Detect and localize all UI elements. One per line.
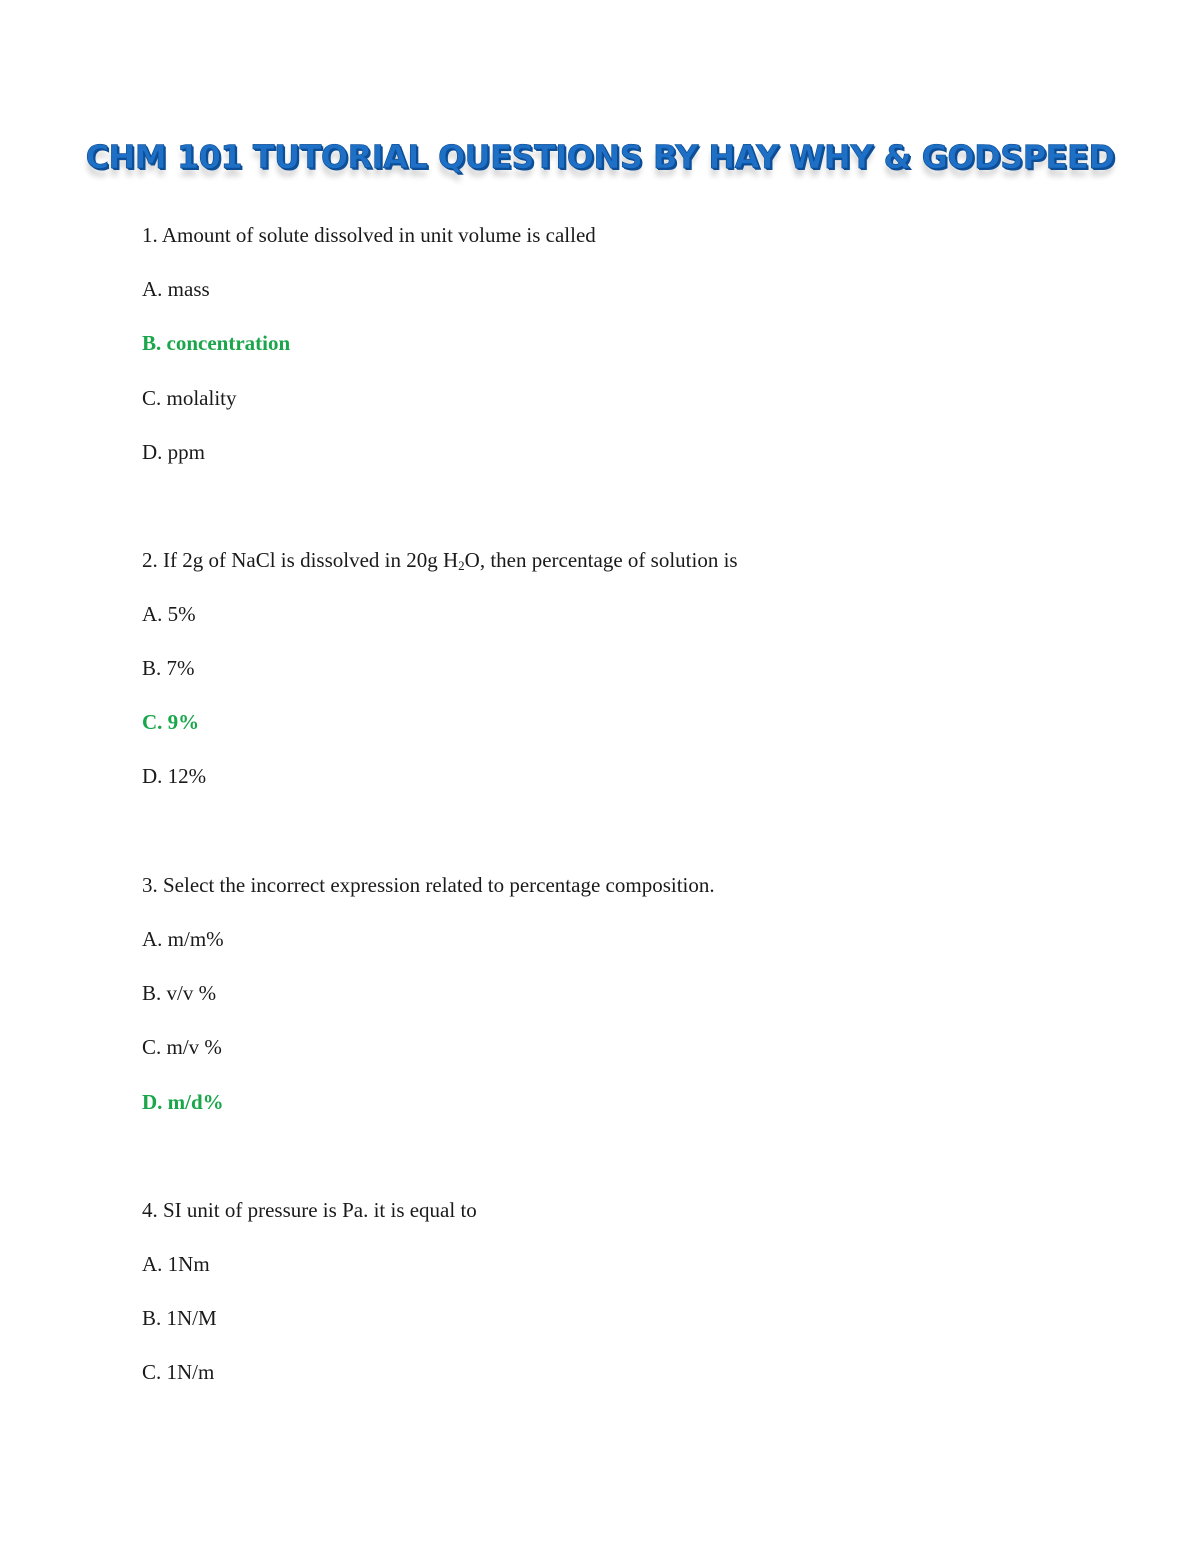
question-4-text: 4. SI unit of pressure is Pa. it is equal to (142, 1198, 477, 1222)
question-3-text: 3. Select the incorrect expression related to percentage composition. (142, 873, 715, 897)
question-1-option-b-correct: B. concentration (142, 331, 291, 355)
question-4-option-c: C. 1N/m (142, 1360, 215, 1384)
question-2-text (142, 547, 738, 573)
question-2-option-b: B. 7% (142, 656, 195, 680)
question-3-option-c: C. m/v % (142, 1035, 222, 1059)
question-2-option-d: D. 12% (142, 764, 207, 788)
question-3-option-b: B. v/v % (142, 981, 217, 1005)
question-2-option-a: A. 5% (142, 602, 196, 626)
question-1-option-c: C. molality (142, 386, 237, 410)
question-2-text-after: O, then percentage of solution is (464, 548, 738, 572)
question-4-option-b: B. 1N/M (142, 1306, 217, 1330)
question-2-subscript: 2 (458, 558, 465, 573)
question-2-option-c-correct: C. 9% (142, 710, 200, 734)
question-1-option-d: D. ppm (142, 440, 205, 464)
question-1-option-a: A. mass (142, 277, 210, 301)
question-2-text-before: 2. If 2g of NaCl is dissolved in 20g H (142, 548, 459, 572)
document-title: CHM 101 TUTORIAL QUESTIONS BY HAY WHY & GODSPEED (85, 138, 1115, 176)
question-3-option-d-correct: D. m/d% (142, 1090, 224, 1114)
question-3-option-a: A. m/m% (142, 927, 224, 951)
question-4-option-a: A. 1Nm (142, 1252, 210, 1276)
question-1-text: 1. Amount of solute dissolved in unit volume is called (142, 223, 596, 247)
